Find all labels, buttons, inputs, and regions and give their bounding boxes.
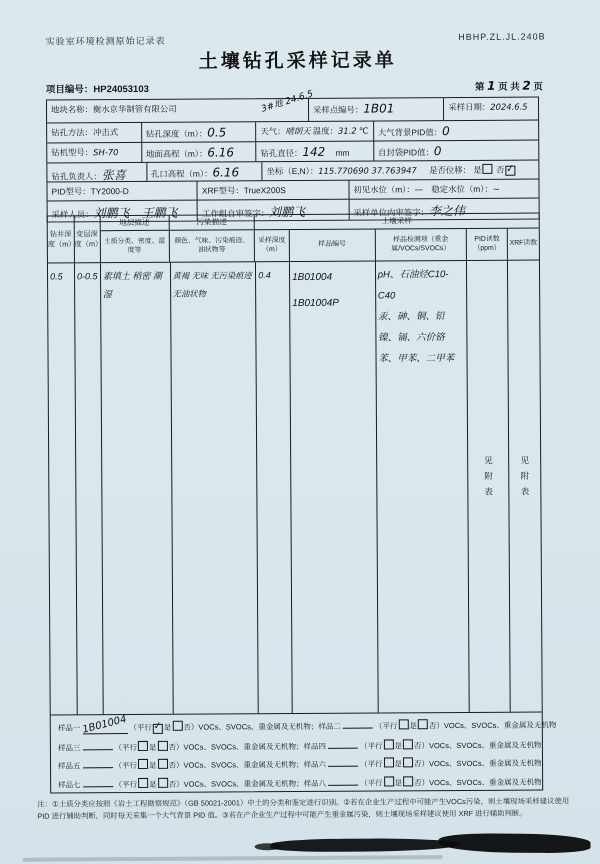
sample-point-label: 采样点编号： (312, 104, 364, 115)
sample1-label: 样品一 (57, 723, 81, 733)
sample2-no-checkbox (418, 719, 428, 729)
parallel-open-1: （平行 (129, 722, 152, 733)
yes-label-5: 是 (149, 761, 157, 771)
yes-label-6: 是 (394, 759, 403, 769)
checklist-entry-sample7 (58, 777, 304, 790)
no-label-8: 否） (414, 778, 430, 788)
test-items-line2-handwritten: 汞、砷、铜、铅 (377, 311, 445, 323)
analytes-8: VOCs、SVOCs、重金属及无机物 (429, 777, 542, 788)
background-pid-value-handwritten: 0 (442, 124, 450, 139)
sampler-label: 采样人员： (51, 209, 94, 220)
yes-label-2: 是 (409, 721, 417, 731)
sample2-label: 样品二 (318, 721, 341, 731)
page-mid: 页 共 (498, 81, 520, 93)
coordinates-label: 坐标（E,N）： (266, 165, 319, 177)
rig-model-cell (47, 143, 141, 163)
strata-group-label: 地层描述 (100, 216, 168, 231)
xrf-model-label: XRF型号： (201, 185, 244, 196)
sampler-signatures: 刘鹏飞 王鹏飞 (93, 205, 178, 221)
sample1-no-checkbox (172, 721, 182, 731)
rig-model-value-handwritten: SH-70 (93, 147, 119, 158)
parallel-open-7: （平行 (114, 779, 138, 790)
checklist-line-4 (58, 776, 542, 791)
page-total-handwritten: 2 (522, 78, 531, 93)
col-header-sample-number: 样品编号 (289, 230, 375, 262)
parallel-open-2: （平行 (374, 721, 398, 731)
soil-sampling-group-label: 土壤采样 (255, 214, 539, 231)
first-water-label: 初见水位（m）： (353, 184, 415, 195)
xrf-model-cell (197, 181, 348, 200)
project-number-label: 项目编号： (45, 84, 94, 96)
page-current-handwritten: 1 (487, 78, 496, 93)
hole-elevation-label: 孔口高程（m）： (150, 168, 213, 179)
cell-sample-depth (255, 262, 292, 713)
yes-label-4: 是 (394, 741, 402, 751)
internal-review-label: 采样单位内审签字： (353, 207, 429, 218)
bore-diameter-unit: mm (335, 147, 350, 158)
sample8-label: 样品八 (303, 778, 327, 788)
drill-method-cell (47, 123, 141, 143)
site-name-label: 地块名称： (50, 104, 93, 115)
no-label-4: 否） (413, 740, 429, 750)
analytes-7: VOCs、SVOCs、重金属及无机物； (183, 778, 304, 789)
col-header-xrf-reading: XRF读数 (507, 229, 539, 260)
sample-date-value-handwritten: 2024.6.5 (490, 101, 528, 112)
shift-no-label: 否 (495, 164, 505, 175)
bag-pid-value-handwritten: 0 (433, 144, 442, 159)
rig-model-label: 钻机型号： (51, 147, 94, 158)
shift-no-checkmark: ✓ (505, 163, 516, 176)
sample-depth-entry-handwritten: 0.4 (258, 270, 271, 281)
weather-value-handwritten: 晴朗天 (285, 125, 311, 137)
sample2-yes-checkbox (398, 719, 408, 729)
drill-leader-cell (47, 163, 146, 182)
no-label-2: 否） (428, 721, 444, 731)
sample4-label: 样品四 (303, 741, 326, 751)
checklist-entry-sample8 (304, 775, 543, 788)
bore-diameter-value-handwritten: 142 (302, 144, 326, 159)
sample6-label: 样品六 (303, 760, 327, 770)
yes-label-8: 是 (394, 778, 403, 788)
scan-smudge-artifact (438, 833, 590, 853)
checklist-entry-sample2 (318, 718, 557, 732)
pollution-group-label: 污染描述 (170, 215, 254, 231)
shift-label: 是否位移： (429, 164, 472, 176)
sample4-yes-checkbox (383, 739, 393, 749)
cell-pid-reading (466, 261, 510, 712)
form-type-label: 实验室环境检测原始记录表 (45, 35, 166, 47)
ground-elevation-label: 地面高程（m）： (145, 148, 208, 159)
parallel-open-6: （平行 (360, 759, 383, 769)
background-pid-label: 大气背景PID值： (377, 127, 443, 138)
drill-leader-signature: 张喜 (101, 168, 126, 183)
cell-pollution (169, 262, 257, 714)
no-label-1: 否） (183, 722, 199, 732)
bore-diameter-label: 钻孔直径： (260, 147, 303, 159)
strata-entry-handwritten: 素填土 稍密 潮湿 (102, 270, 162, 300)
project-number (46, 81, 149, 96)
pid-model-label: PID型号： (51, 186, 91, 197)
sample6-no-checkbox (403, 758, 413, 768)
cell-xrf-reading (507, 261, 542, 712)
info-row-method (47, 120, 538, 143)
checklist-entry-sample3 (58, 740, 304, 753)
drill-depth-entry-handwritten: 0.5 (50, 271, 63, 282)
cell-test-items (375, 261, 469, 713)
sample7-yes-checkbox (138, 778, 148, 788)
checklist-line-3 (58, 757, 542, 772)
xrf-see-attached-note: 见附表 (519, 455, 530, 503)
coordinates-cell (262, 161, 539, 181)
ground-elevation-cell (141, 142, 256, 162)
col-header-pid-reading: PID读数（ppm） (466, 229, 507, 260)
bag-pid-cell (373, 141, 538, 161)
sample5-no-checkbox (157, 759, 167, 769)
stable-water-value-handwritten: ~ (492, 183, 500, 194)
soil-sampling-subheaders (255, 229, 539, 262)
sample8-blank (328, 777, 358, 786)
sample3-blank (82, 741, 112, 750)
test-items-line3-handwritten: 镍、镉、六价铬 (378, 332, 445, 344)
checklist-line-1 (57, 713, 557, 736)
bag-pid-label: 自封袋PID值： (377, 147, 434, 158)
sample3-yes-checkbox (138, 741, 148, 751)
pollution-sub-label: 颜色、气味、污染痕迹、油状物等 (174, 236, 250, 254)
analytes-5: VOCs、SVOCs、重金属及无机物； (183, 760, 304, 771)
self-review-signature: 刘鹏飞 (269, 204, 306, 220)
sample5-label: 样品五 (58, 761, 81, 771)
sample1-yes-checkbox (152, 720, 163, 734)
sample1-blank (80, 713, 128, 736)
parallel-open-3: （平行 (114, 742, 137, 752)
col-header-soil-sampling-group (254, 214, 539, 262)
water-level-cell (348, 180, 538, 199)
checklist-entry-sample5 (58, 758, 304, 771)
sample-number-1-handwritten: 1B01004 (292, 271, 333, 284)
page-indicator (475, 79, 543, 93)
sample-point-value-handwritten: 1B01 (363, 101, 395, 116)
test-items-line4-handwritten: 苯、甲苯、二甲苯 (378, 353, 455, 365)
sample6-blank (328, 758, 358, 767)
self-review-label: 工作组自审签字： (202, 208, 270, 219)
sample-point-cell (308, 98, 444, 121)
project-number-value: HP24053103 (93, 83, 149, 96)
analytes-4: VOCs、SVOCs、重金属及无机物 (428, 740, 542, 750)
page-prefix: 第 (474, 81, 485, 93)
drill-leader-label: 钻孔负责人： (51, 171, 102, 182)
grid-header (48, 214, 539, 264)
analytes-3: VOCs、SVOCs、重金属及无机物； (183, 741, 304, 752)
sample7-label: 样品七 (58, 780, 81, 790)
pid-see-attached-note: 见附表 (483, 455, 494, 503)
sample-date-label: 采样日期： (448, 101, 491, 113)
internal-review-signature: 李之伟 (428, 203, 465, 219)
temperature-value-handwritten: 31.2 (337, 125, 357, 136)
scan-streak-artifact (23, 855, 443, 862)
shift-no-checkbox (505, 163, 516, 176)
page-suffix: 页 (533, 81, 543, 93)
yes-label-7: 是 (149, 779, 157, 789)
info-table (46, 97, 540, 223)
analytes-2: VOCs、SVOCs、重金属及无机物 (443, 720, 557, 731)
weather-label: 天气： (260, 126, 286, 137)
cell-layer-depth (74, 263, 103, 714)
analytes-6: VOCs、SVOCs、重金属及无机物 (429, 758, 542, 769)
grid-body (48, 261, 542, 715)
hole-elevation-cell (146, 162, 262, 181)
sampling-grid-table (47, 213, 557, 794)
temperature-unit: ℃ (358, 125, 369, 136)
parallel-open-8: （平行 (360, 778, 383, 788)
drill-depth-label: 钻孔深度（m）： (145, 128, 208, 139)
sample1-yes-checkmark: ✓ (152, 720, 163, 733)
drill-method-value: 冲击式 (93, 127, 119, 138)
strata-sub-label: 土质分类、密度、湿度等 (103, 237, 166, 254)
bore-diameter-cell (255, 142, 373, 162)
sample8-no-checkbox (403, 776, 413, 786)
site-name-value: 衡水京华制管有限公司 (92, 103, 177, 115)
checklist-entry-sample6 (304, 757, 543, 770)
sample-date-cell (443, 98, 538, 121)
pid-model-cell (47, 182, 196, 201)
footnote: 注：①土质分类应按照《岩土工程勘察规范》（GB 50021-2001）中土的分类和鉴定进行识别。②若在企业生产过程中可能产生VOCs污染，则土壤现场采样建议使用 PID 进行辅助判断，同时每天采集一个大气背景 PID 值。③若在产企业生产过程中可能产生重金属污染，则土壤现场采样建议使用 XRF 进行辅助判断。 (37, 796, 570, 821)
diagonal-annotation-handwritten: 3#地 24.6.5 (260, 89, 315, 115)
info-row-leader (47, 160, 538, 182)
sample6-yes-checkbox (384, 758, 394, 768)
sample5-yes-checkbox (138, 759, 148, 769)
cell-sample-number (289, 262, 377, 714)
sample7-blank (83, 778, 113, 787)
yes-label-1: 是 (163, 722, 172, 732)
cell-drill-depth (48, 263, 77, 714)
col-header-test-items: 样品检测项（重金属/VOCs/SVOCs） (374, 229, 466, 261)
sample4-blank (328, 739, 358, 748)
col-header-sample-depth: 采样深度（m） (257, 236, 286, 253)
yes-label-3: 是 (148, 742, 157, 752)
no-label-6: 否） (414, 759, 430, 769)
col-header-strata (99, 216, 169, 262)
scan-smudge-artifact (270, 838, 461, 852)
checklist-entry-sample4 (303, 738, 542, 751)
background-pid-cell (373, 121, 538, 141)
hole-elevation-value-handwritten: 6.16 (212, 165, 240, 180)
coordinates-value-handwritten: 115.770690 37.763947 (318, 165, 417, 176)
pollution-entry-handwritten: 黄褐 无味 无污染痕迹 无油状物 (172, 270, 252, 299)
page-title: 土壤钻孔采样记录单 (198, 50, 397, 73)
parallel-open-5: （平行 (114, 761, 138, 771)
col-header-pollution (169, 215, 254, 262)
info-row-models (47, 179, 538, 201)
layer-depth-entry-handwritten: 0-0.5 (76, 271, 98, 282)
no-label-3: 否） (168, 742, 184, 752)
xrf-model-value: TrueX200S (243, 185, 286, 196)
sample2-blank (343, 720, 373, 729)
drill-depth-value-handwritten: 0.5 (207, 125, 227, 140)
sample4-no-checkbox (403, 739, 413, 749)
info-row-rig (47, 140, 538, 163)
test-items-line1-handwritten: pH、石油烃C10-C40 (377, 269, 449, 302)
sample3-label: 样品三 (57, 743, 81, 753)
weather-temp-cell (255, 122, 373, 142)
parallel-open-4: （平行 (359, 741, 383, 751)
no-label-5: 否） (168, 761, 184, 771)
ground-elevation-value-handwritten: 6.16 (207, 145, 235, 160)
col-header-layer-depth: 变层深度（m） (73, 216, 99, 262)
doc-code: HBHP.ZL.JL.240B (458, 31, 546, 43)
sample8-yes-checkbox (384, 776, 394, 786)
sample1-value-handwritten: 1B01004 (80, 713, 128, 736)
temperature-label: 温度： (312, 125, 339, 136)
col-header-drill-depth: 钻井深度（m） (47, 229, 76, 249)
checklist-line-2 (57, 738, 542, 753)
pid-model-value: TY2000-D (90, 186, 129, 197)
first-water-value-handwritten: — (414, 184, 424, 195)
sample5-blank (82, 759, 112, 768)
cell-strata (100, 263, 172, 714)
sample7-no-checkbox (158, 778, 168, 788)
drill-method-label: 钻孔方法： (51, 127, 94, 138)
checklist-entry-sample1 (57, 713, 319, 736)
drill-depth-cell (141, 122, 256, 142)
stable-water-label: 稳定水位（m）： (431, 183, 493, 195)
shift-yes-checkbox (483, 164, 493, 174)
shift-yes-label: 是 (473, 164, 482, 175)
sample3-no-checkbox (157, 740, 167, 750)
analytes-1: VOCs、SVOCs、重金属及无机物； (198, 721, 319, 732)
no-label-7: 否） (168, 779, 184, 789)
sample-number-2-handwritten: 1B01004P (292, 297, 339, 310)
sample-checklist (51, 712, 557, 793)
